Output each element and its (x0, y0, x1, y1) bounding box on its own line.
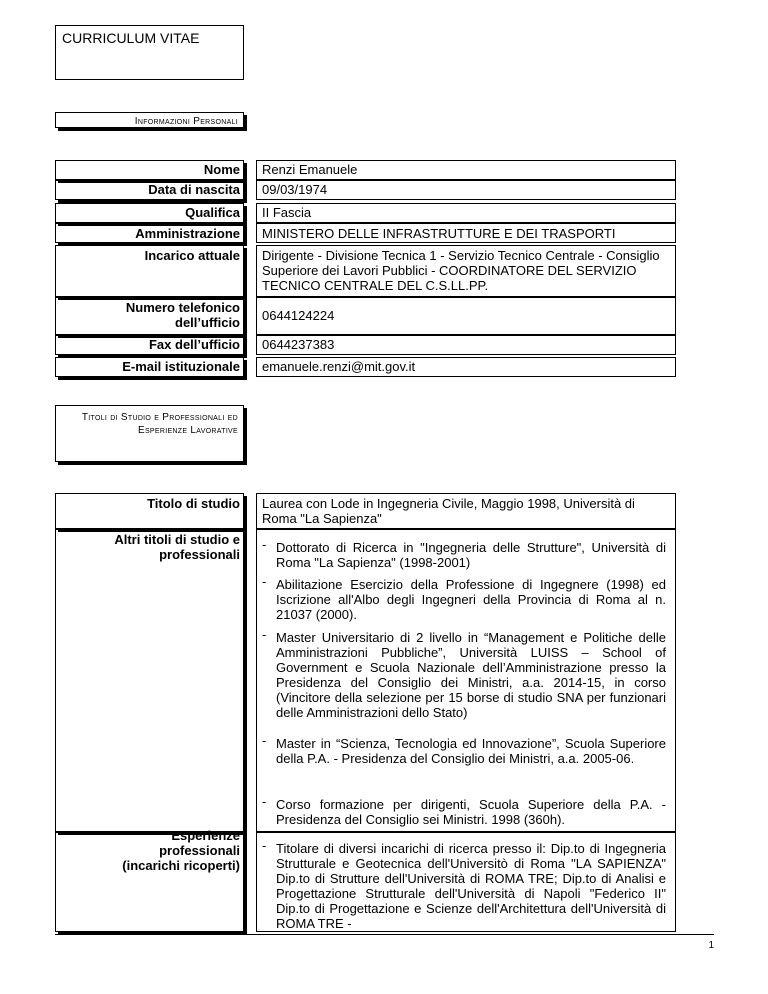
value-study: Laurea con Lode in Ingegneria Civile, Maggio 1998, Università di Roma "La Sapienza" (262, 496, 635, 526)
value-phone: 0644124224 (262, 308, 335, 323)
label-experience: Esperienze professionali (incarichi ricoperti) (122, 828, 240, 873)
other-title-item: Master Universitario di 2 livello in “Management e Politiche delle Amministrazioni Pubbliche”, Università LUISS – School of Government e Scuola Nazionale dell’Amministrazione presso la Presidenza del Consiglio dei Ministri, a.a. 2014-15, in corso (Vincitore della selezione per 15 borse di studio SNA per funzionari delle Amministrazioni dello Stato) (276, 630, 666, 720)
value-name: Renzi Emanuele (262, 162, 358, 177)
section-personal-header (55, 112, 244, 128)
label-administration: Amministrazione (135, 226, 240, 241)
bullet-dash: - (262, 838, 267, 853)
label-current-role: Incarico attuale (144, 248, 240, 263)
section-personal-title: Informazioni Personali (134, 116, 238, 127)
bullet-dash: - (262, 627, 267, 642)
label-birthdate: Data di nascita (148, 182, 240, 197)
other-title-item: Corso formazione per dirigenti, Scuola Superiore della P.A. - Presidenza del Consiglio sei Ministri. 1998 (360h). (276, 797, 666, 827)
cv-title-box (55, 25, 244, 80)
value-birthdate: 09/03/1974 (262, 182, 328, 197)
other-title-item: Abilitazione Esercizio della Professione di Ingegnere (1998) ed Iscrizione all'Albo degli Ingegneri della Provincia di Roma al n. 21037 (2000). (276, 577, 666, 622)
experience-item: Titolare di diversi incarichi di ricerca presso il: Dip.to di Ingegneria Strutturale e Geotecnica dell'Universitò di Roma "LA SAPIENZA" Dip.to di Strutture dell'Università di ROMA TRE; Dip.to di Analisi e Progettazione Strutturale dell'Università di Napoli "Federico II" Dip.to di Progettazione e Scienze dell'Architettura dell'Università di ROMA TRE - (276, 841, 666, 931)
label-fax: Fax dell’ufficio (148, 337, 240, 352)
bullet-dash: - (262, 733, 267, 748)
label-other-titles: Altri titoli di studio e professionali (114, 532, 240, 562)
page-number: 1 (708, 940, 714, 951)
bullet-dash: - (262, 794, 267, 809)
section-titles-header (55, 405, 244, 462)
label-name: Nome (203, 162, 240, 177)
other-title-item: Master in “Scienza, Tecnologia ed Innovazione”, Scuola Superiore della P.A. - Presidenza del Consiglio dei Ministri, a.a. 2005-06. (276, 736, 666, 766)
value-qualifica: II Fascia (262, 205, 312, 220)
value-email: emanuele.renzi@mit.gov.it (262, 359, 416, 374)
footer-divider (55, 934, 714, 935)
label-email: E-mail istituzionale (122, 359, 240, 374)
section-titles-title: Titoli di Studio e Professionali ed Esperienze Lavorative (81, 412, 238, 436)
bullet-dash: - (262, 537, 267, 552)
label-phone: Numero telefonico dell’ufficio (125, 300, 240, 330)
bullet-dash: - (262, 574, 267, 589)
value-current-role: Dirigente - Divisione Tecnica 1 - Servizio Tecnico Centrale - Consiglio Superiore dei Lavori Pubblici - COORDINATORE DEL SERVIZIO TECNICO CENTRALE DEL C.S.LL.PP. (262, 248, 660, 293)
label-cell-other-titles (55, 529, 244, 832)
value-fax: 0644237383 (262, 337, 335, 352)
cv-title: CURRICULUM VITAE (62, 30, 200, 46)
label-study: Titolo di studio (147, 496, 240, 511)
label-qualifica: Qualifica (185, 205, 240, 220)
other-title-item: Dottorato di Ricerca in "Ingegneria delle Strutture", Università di Roma "La Sapienza" (1998-2001) (276, 540, 666, 570)
value-administration: MINISTERO DELLE INFRASTRUTTURE E DEI TRASPORTI (262, 226, 616, 241)
